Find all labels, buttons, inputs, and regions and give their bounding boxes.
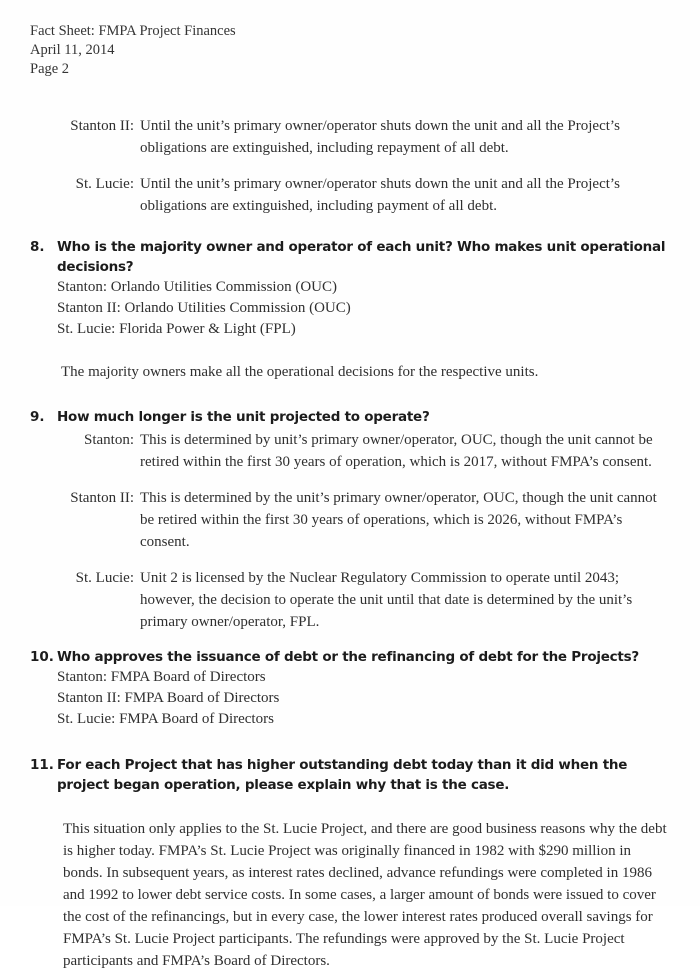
question-9-section — [30, 407, 670, 633]
question-10-answers — [57, 667, 670, 730]
question-8-answers — [57, 277, 670, 340]
question-number: 11. — [30, 757, 54, 773]
answer-label: Stanton II: — [70, 118, 134, 134]
answer-line: Stanton II: Orlando Utilities Commission (OUC) — [57, 300, 351, 316]
label-answer-row — [46, 429, 670, 473]
answer-label: Stanton: — [83, 432, 134, 448]
answer-text: Unit 2 is licensed by the Nuclear Regulatory Commission to operate until 2043; however, the decision to operate the unit until that date is determined by the unit’s primary owner/operator, FPL. — [140, 570, 633, 630]
label-answer-row — [46, 173, 670, 217]
question-8-note: The majority owners make all the operational decisions for the respective units. — [61, 364, 539, 380]
answer-line: St. Lucie: Florida Power & Light (FPL) — [57, 321, 296, 337]
question-number: 8. — [30, 239, 45, 255]
question-9-heading — [30, 407, 670, 427]
question-text: Who approves the issuance of debt or the refinancing of debt for the Projects? — [57, 649, 639, 665]
question-text: Who is the majority owner and operator of each unit? Who makes unit operational decisions? — [57, 239, 666, 275]
answer-line: Stanton: Orlando Utilities Commission (OUC) — [57, 279, 337, 295]
question-8-section — [30, 237, 670, 383]
answer-label: Stanton II: — [70, 490, 134, 506]
question-11-paragraph: This situation only applies to the St. Lucie Project, and there are good business reasons why the debt is higher today. FMPA’s St. Lucie Project was originally financed in 1982 with $290 million in bonds. In subsequent years, as interest rates declined, advance refundings were completed in 1986 and 1992 to lower debt service costs. In some cases, a larger amount of bonds were issued to cover the cost of the refinancings, but in every case, the lower interest rates produced overall savings for FMPA’s St. Lucie Project participants. The refundings were approved by the St. Lucie Project participants and FMPA’s Board of Directors. — [63, 821, 667, 969]
answer-text: This is determined by unit’s primary owner/operator, OUC, though the unit cannot be retired within the first 30 years of operation, which is 2017, without FMPA’s consent. — [140, 432, 653, 470]
answer-line: St. Lucie: FMPA Board of Directors — [57, 711, 274, 727]
question-10-heading — [30, 647, 670, 667]
question-10-section — [30, 647, 670, 730]
label-answer-row — [46, 487, 670, 553]
question-9-answers — [46, 429, 670, 633]
document-header — [30, 22, 670, 79]
question-number: 9. — [30, 409, 45, 425]
question-11-heading — [30, 755, 670, 795]
answer-text: Until the unit’s primary owner/operator shuts down the unit and all the Project’s obligations are extinguished, including payment of all debt. — [140, 176, 620, 214]
question-number: 10. — [30, 649, 54, 665]
answer-text: This is determined by the unit’s primary owner/operator, OUC, though the unit cannot be retired within the first 30 years of operations, which is 2026, without FMPA’s consent. — [140, 490, 657, 550]
question-text: How much longer is the unit projected to operate? — [57, 409, 430, 425]
answer-line: Stanton II: FMPA Board of Directors — [57, 690, 280, 706]
question-8-heading — [30, 237, 670, 277]
question-text: For each Project that has higher outstanding debt today than it did when the project began operation, please explain why that is the case. — [57, 757, 628, 793]
answer-line: Stanton: FMPA Board of Directors — [57, 669, 266, 685]
continued-answer-list — [46, 115, 670, 217]
header-date: April 11, 2014 — [30, 42, 115, 58]
question-11-section — [30, 755, 670, 972]
answer-text: Until the unit’s primary owner/operator shuts down the unit and all the Project’s obligations are extinguished, including repayment of all debt. — [140, 118, 620, 156]
header-title: Fact Sheet: FMPA Project Finances — [30, 23, 236, 39]
answer-label: St. Lucie: — [75, 176, 134, 192]
header-page-number: Page 2 — [30, 61, 70, 77]
answer-label: St. Lucie: — [75, 570, 134, 586]
label-answer-row — [46, 115, 670, 159]
label-answer-row — [46, 567, 670, 633]
